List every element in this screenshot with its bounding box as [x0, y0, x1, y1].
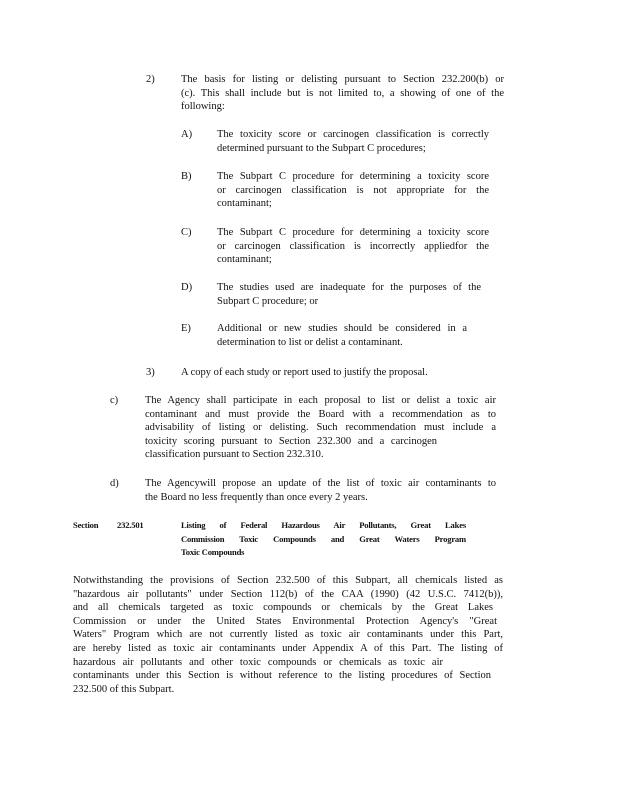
subitem-b-text [217, 170, 489, 211]
section-label: Section [73, 520, 99, 530]
subitem-c-label: C) [181, 227, 192, 238]
subitem-d-label: D) [181, 282, 193, 293]
item-c-line: contaminant and must provide the Board with a recommendation as to [145, 408, 496, 420]
body-line: are hereby listed as toxic air contaminants under Appendix A of this Part. The listing of [73, 642, 503, 654]
subitem-b-line: The Subpart C procedure for determining a toxicity score [217, 171, 489, 182]
body-line: Notwithstanding the provisions of Section 232.500 of this Subpart, all chemicals listed as [73, 575, 503, 586]
item-2-label: 2) [146, 74, 155, 85]
item-d-label: d) [110, 478, 119, 489]
item-c-line: advisability of listing or delisting. Such recommendation must include a [145, 422, 496, 434]
body-paragraph [73, 574, 503, 696]
item-d-line: the Board no less frequently than once every 2 years. [145, 491, 368, 503]
item-c-line: The Agency shall participate in each proposal to list or delist a toxic air [145, 395, 496, 406]
subitem-e-line: determination to list or delist a contaminant. [217, 336, 403, 348]
item-c-line: toxicity scoring pursuant to Section 232.300 and a carcinogen [145, 435, 437, 447]
body-line: "hazardous air pollutants" under Section 112(b) of the CAA (1990) (42 U.S.C. 7412(b)), [73, 588, 503, 600]
body-line: 232.500 of this Subpart. [73, 683, 175, 695]
subitem-c-line: The Subpart C procedure for determining a toxicity score [217, 227, 489, 238]
section-title [181, 519, 466, 560]
body-line: and all chemicals targeted as toxic compounds or chemicals by the Great Lakes [73, 602, 493, 614]
item-c-text [145, 394, 496, 462]
item-3-text [181, 366, 471, 380]
subitem-e-line: Additional or new studies should be considered in a [217, 323, 467, 334]
item-2-line: (c). This shall include but is not limited to, a showing of one of the [181, 87, 504, 99]
item-d-line: The Agencywill propose an update of the list of toxic air contaminants to [145, 478, 496, 489]
item-c-label: c) [110, 395, 119, 406]
item-d-text [145, 477, 496, 504]
body-line: hazardous air pollutants and other toxic compounds or chemicals as toxic air [73, 656, 443, 668]
subitem-b-line: contaminant; [217, 198, 272, 210]
subitem-a-text [217, 128, 489, 155]
section-number: 232.501 [117, 520, 144, 530]
subitem-e-text [217, 322, 467, 349]
subitem-c-text [217, 226, 489, 267]
body-line: contaminants under this Section is without reference to the listing procedures of Section [73, 670, 491, 682]
section-title-line: Commission Toxic Compounds and Great Waters Program [181, 533, 466, 544]
subitem-b-label: B) [181, 171, 192, 182]
section-title-line: Listing of Federal Hazardous Air Pollutants, Great Lakes [181, 520, 466, 530]
subitem-c-line: contaminant; [217, 254, 272, 266]
item-2-text [181, 73, 504, 114]
subitem-d-text [217, 281, 481, 308]
item-2-line: following: [181, 101, 225, 113]
subitem-a-line: The toxicity score or carcinogen classification is correctly [217, 129, 489, 140]
subitem-a-label: A) [181, 129, 193, 140]
subitem-d-line: Subpart C procedure; or [217, 295, 319, 307]
item-3-line: A copy of each study or report used to justify the proposal. [181, 367, 428, 378]
subitem-a-line: determined pursuant to the Subpart C procedures; [217, 142, 426, 154]
item-c-line: classification pursuant to Section 232.310. [145, 449, 324, 461]
section-title-line: Toxic Compounds [181, 547, 245, 558]
item-2-line: The basis for listing or delisting pursuant to Section 232.200(b) or [181, 74, 504, 85]
subitem-d-line: The studies used are inadequate for the purposes of the [217, 282, 481, 293]
item-3-label: 3) [146, 367, 155, 378]
subitem-c-line: or carcinogen classification is incorrectly appliedfor the [217, 240, 489, 252]
subitem-b-line: or carcinogen classification is not appropriate for the [217, 184, 489, 196]
body-line: Commission or under the United States Environmental Protection Agency's "Great [73, 615, 497, 627]
body-line: Waters" Program which are not currently listed as toxic air contaminants under this Part, [73, 629, 503, 641]
subitem-e-label: E) [181, 323, 191, 334]
